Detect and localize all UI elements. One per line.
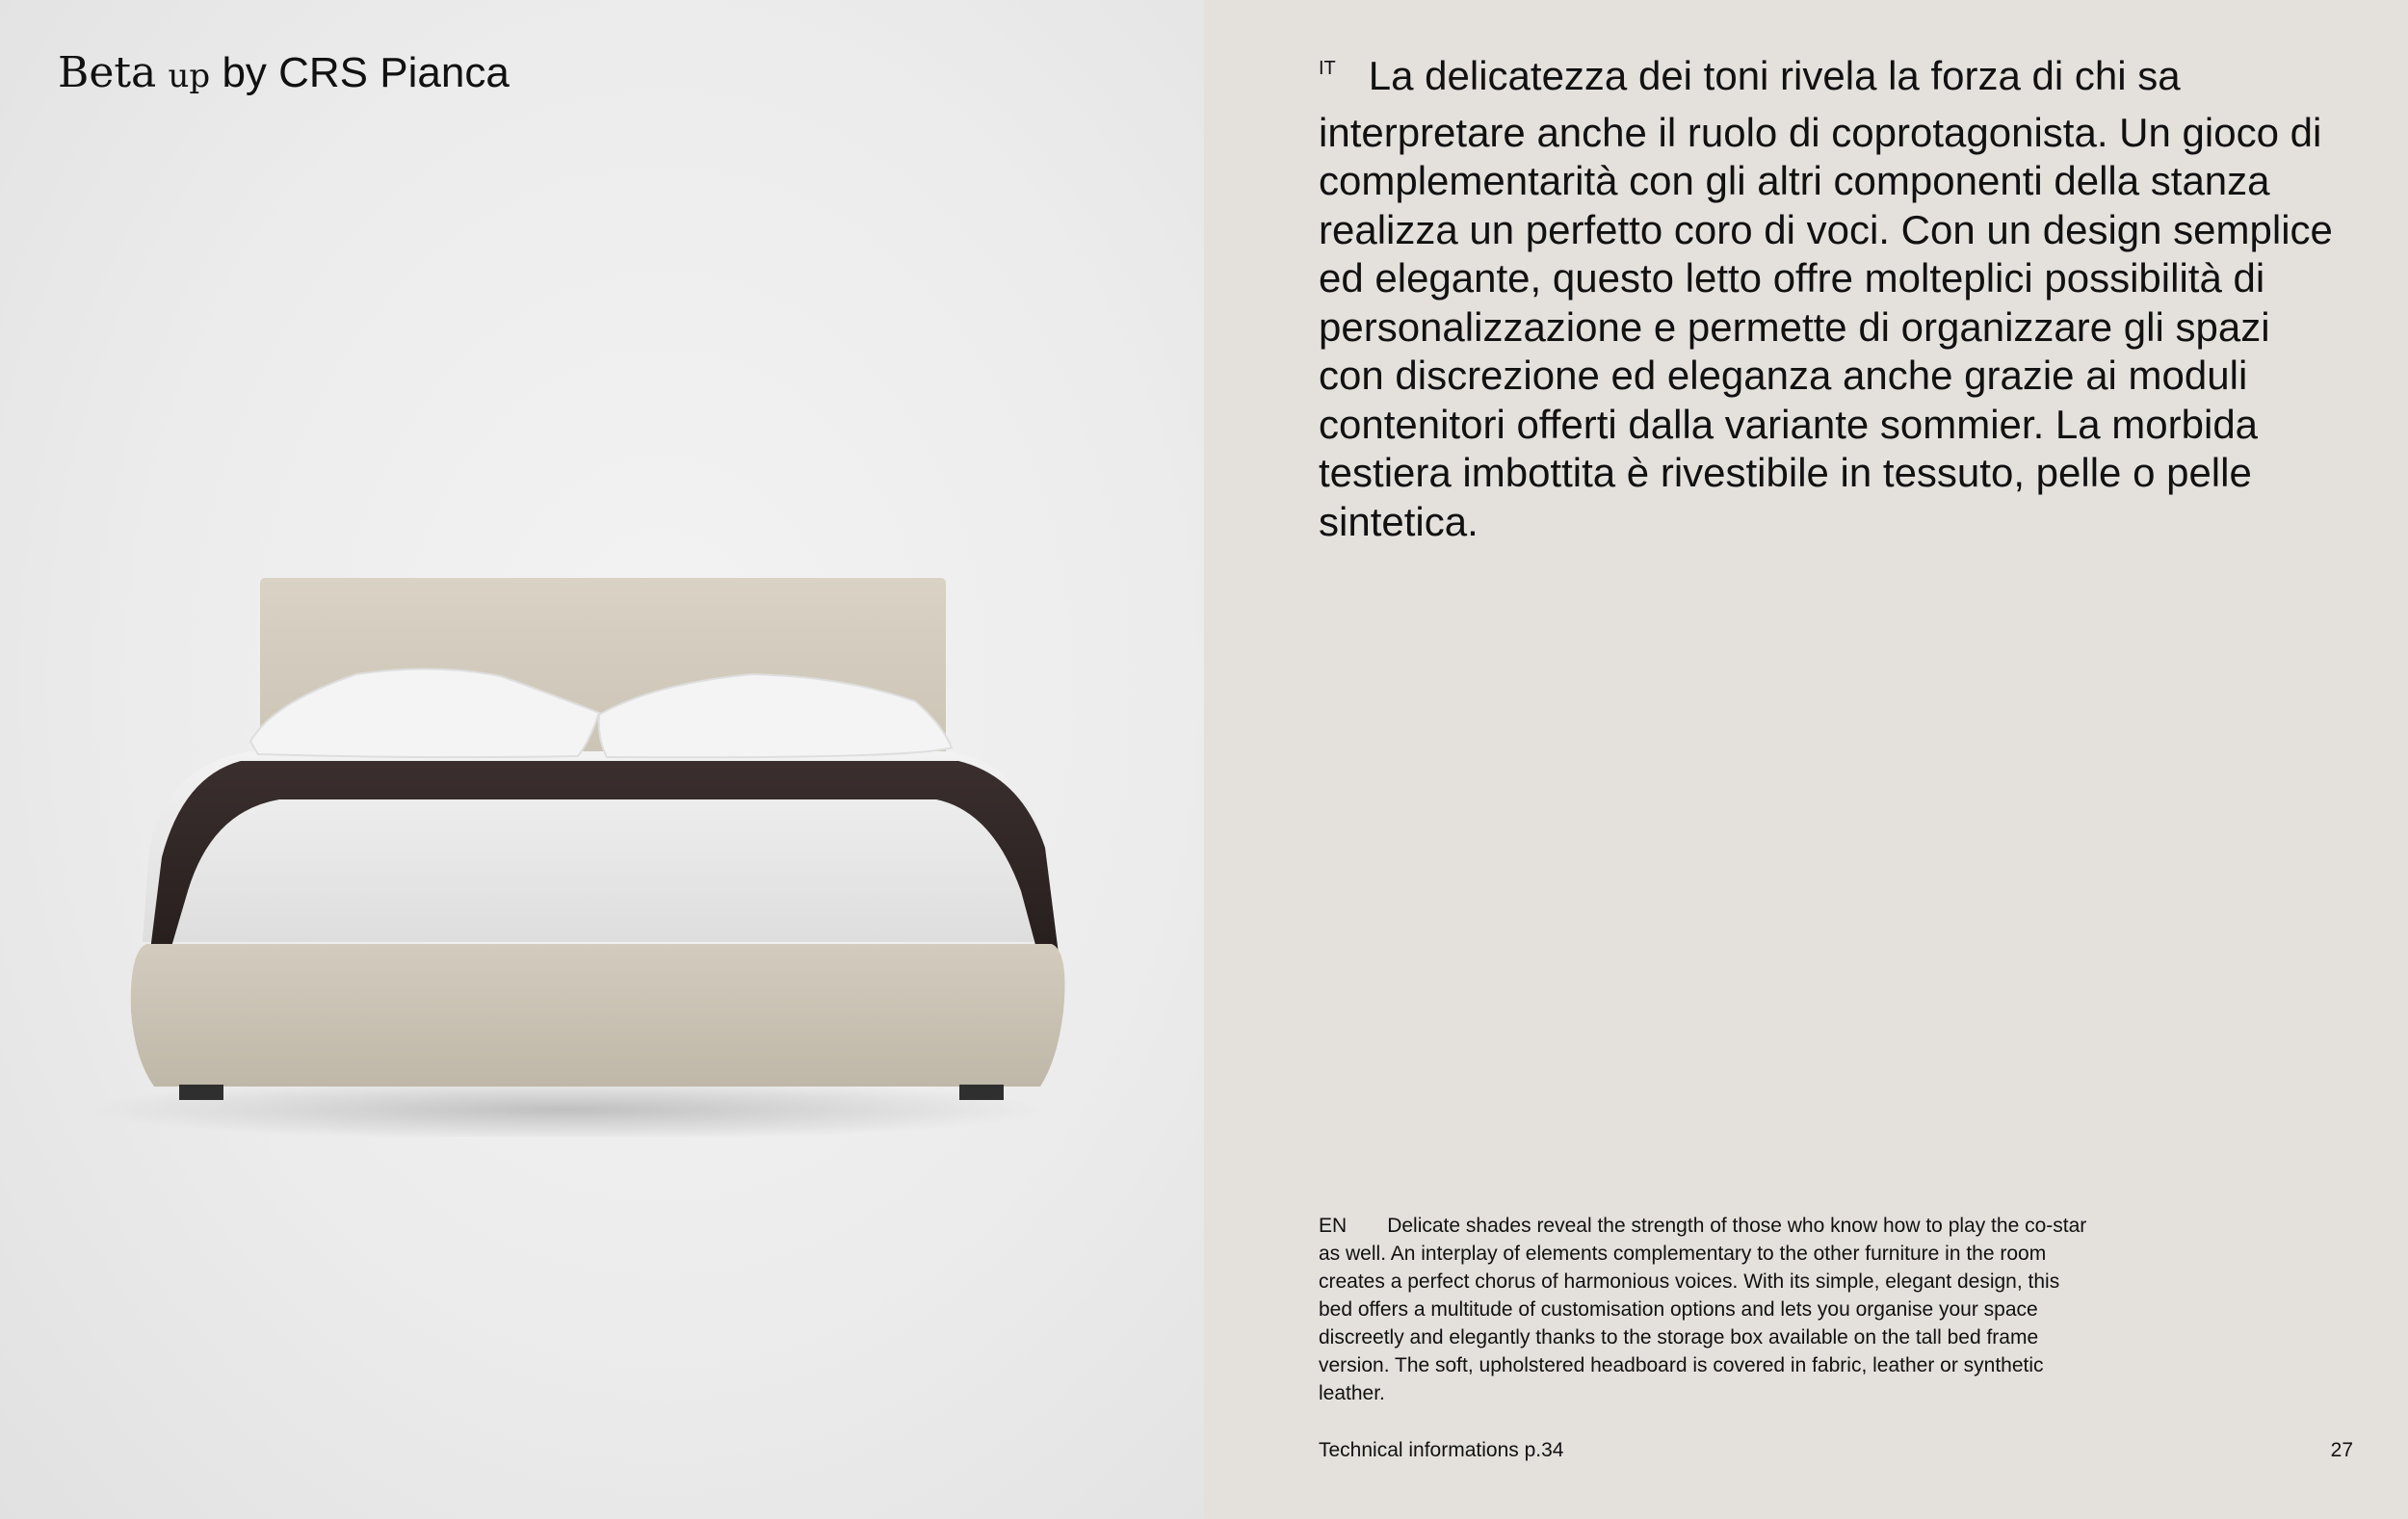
italian-text: La delicatezza dei toni rivela la forza di chi sa interpretare anche il ruolo di coprotagonista. Un gioco di complementarità con gli altri componenti della stanza realizza un perfetto coro di voci. Con un design semplice ed elegante, questo letto offre molteplici possibilità di personalizzazione e permette di organizzare gli spazi con discrezione ed eleganza anche grazie ai moduli contenitori offerti dalla variante sommier. La morbida testiera imbottita è rivestibile in tessuto, pelle o pelle sintetica. xyxy=(1319,53,2333,544)
product-title xyxy=(58,48,510,97)
product-model-name: Beta xyxy=(58,48,157,97)
product-maker: by CRS Pianca xyxy=(222,49,510,96)
page-number: 27 xyxy=(2330,1439,2353,1461)
technical-info-link[interactable]: Technical informations p.34 xyxy=(1319,1439,1564,1461)
bed-foot-right xyxy=(959,1085,1004,1100)
english-lang-label: EN xyxy=(1319,1215,1348,1237)
english-text: Delicate shades reveal the strength of those who know how to play the co-star as well. An interplay of elements complementary to the other furniture in the room creates a perfect chorus of harmonious voices. With its simple, elegant design, this bed offers a multitude of customisation options and lets you organise your space discreetly and elegantly thanks to the storage box available on the tall bed frame version. The soft, upholstered headboard is covered in fabric, leather or synthetic leather. xyxy=(1319,1215,2087,1404)
bed-illustration xyxy=(96,559,1108,1137)
italian-description xyxy=(1319,52,2340,546)
product-model-suffix: up xyxy=(168,57,211,95)
bed-base xyxy=(131,944,1065,1087)
floor-shadow xyxy=(96,1079,1048,1137)
italian-lang-label: IT xyxy=(1319,58,1336,79)
english-description xyxy=(1319,1212,2099,1407)
bed-foot-left xyxy=(179,1085,223,1100)
